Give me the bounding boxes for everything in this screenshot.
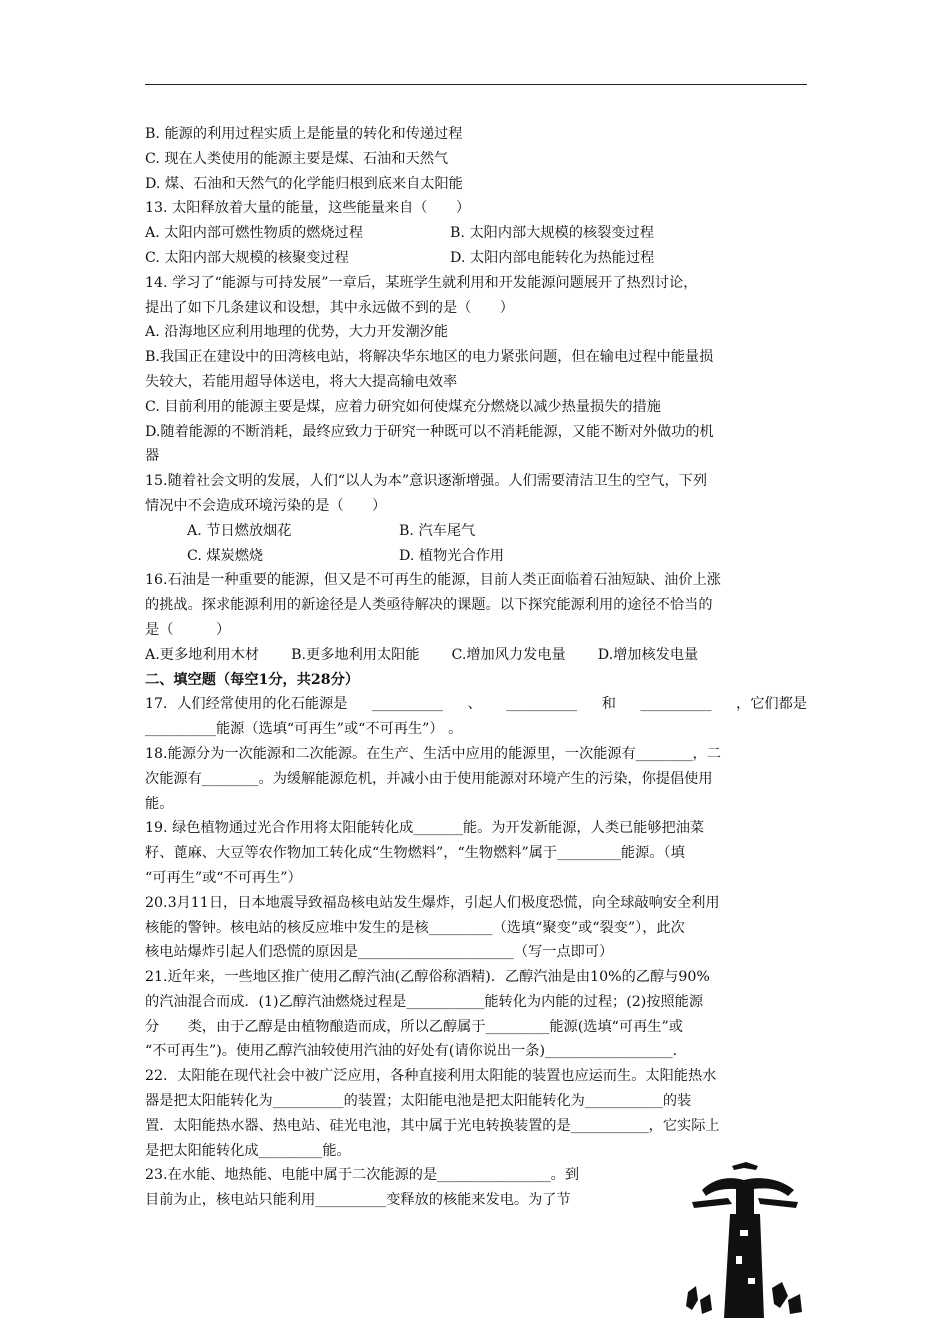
q17-part1: 17．人们经常使用的化石能源是 — [145, 696, 348, 713]
q14-option-d-line2: 器 — [145, 448, 160, 465]
q17-part2: 、 — [467, 696, 482, 713]
question-22-line3: 置．太阳能热水器、热电站、硅光电池，其中属于光电转换装置的是___________，它实际上 — [145, 1117, 720, 1134]
question-17-line2: __________能源（选填“可再生”或“不可再生”） 。 — [145, 721, 463, 738]
q17-blank-1: __________ — [372, 696, 443, 713]
question-16-line2: 的挑战。探求能源利用的新途径是人类亟待解决的课题。以下探究能源利用的途径不恰当的 — [145, 597, 713, 614]
q17-part3: 和 — [601, 696, 616, 713]
figure-top-shape — [732, 1162, 758, 1170]
question-18-line2: 次能源有________。为缓解能源危机，并减小由于使用能源对环境产生的污染，你提倡使用 — [145, 770, 713, 787]
q17-blank-2: __________ — [506, 696, 578, 713]
question-15-line1: 15.随着社会文明的发展，人们“以人为本”意识逐渐增强。人们需要清洁卫生的空气，下列 — [145, 473, 708, 490]
figure-tower — [724, 1214, 764, 1318]
question-16-line3: 是（ ） — [145, 621, 231, 638]
question-16-line1: 16.石油是一种重要的能源，但又是不可再生的能源，目前人类正面临着石油短缺、油价上涨 — [145, 572, 721, 589]
q14-option-a: A. 沿海地区应利用地理的优势，大力开发潮汐能 — [145, 324, 449, 341]
q17-part4: ，它们都是 — [736, 696, 807, 713]
q15-option-d: D. 植物光合作用 — [399, 547, 505, 564]
question-20-line2: 核能的警钟。核电站的核反应堆中发生的是核_________（选填“聚变”或“裂变”），此次 — [145, 919, 685, 936]
figure-neck — [736, 1182, 754, 1214]
question-21-line1: 21.近年来，一些地区推广使用乙醇汽油(乙醇俗称酒精)．乙醇汽油是由10%的乙醇与90% — [145, 969, 710, 986]
figure-wing-right — [758, 1198, 798, 1208]
question-22-line2: 器是把太阳能转化为__________的装置；太阳能电池是把太阳能转化为___________的装 — [145, 1093, 692, 1110]
question-19-line1: 19. 绿色植物通过光合作用将太阳能转化成_______能。为开发新能源，人类已能够把油菜 — [145, 820, 705, 837]
q15-option-b: B. 汽车尾气 — [399, 522, 476, 539]
q15-option-c: C. 煤炭燃烧 — [187, 547, 264, 564]
question-22-line4: 是把太阳能转化成_________能。 — [145, 1142, 351, 1159]
q16-option-d: D.增加核发电量 — [597, 646, 699, 663]
question-19-line2: 籽、蓖麻、大豆等农作物加工转化成“生物燃料”，“生物燃料”属于_________能源。（填 — [145, 845, 685, 862]
option-c: C. 现在人类使用的能源主要是煤、石油和天然气 — [145, 150, 449, 167]
q13-options-row1 — [145, 221, 807, 246]
question-19-line3: “可再生”或“不可再生”） — [145, 869, 302, 886]
q13-option-c: C. 太阳内部大规模的核聚变过程 — [145, 249, 349, 266]
q13-option-b: B. 太阳内部大规模的核裂变过程 — [450, 225, 654, 242]
q15-option-a: A. 节日燃放烟花 — [187, 522, 292, 539]
question-21-line3: 分 类，由于乙醇是由植物酿造而成，所以乙醇属于_________能源(选填“可再生”或 — [145, 1018, 683, 1035]
q13-option-d: D. 太阳内部电能转化为热能过程 — [450, 249, 655, 266]
question-23-line1: 23.在水能、地热能、电能中属于二次能源的是________________。到 — [145, 1167, 580, 1184]
q15-options-row2 — [145, 544, 807, 569]
q14-option-b-line2: 失较大，若能用超导体送电，将大大提高输电效率 — [145, 373, 458, 390]
question-20-line1: 20.3月11日，日本地震导致福岛核电站发生爆炸，引起人们极度恐慌，向全球敲响安全利用 — [145, 894, 720, 911]
question-14-line2: 提出了如下几条建议和设想，其中永远做不到的是（ ） — [145, 299, 514, 316]
q16-options — [145, 643, 807, 668]
figure-rubble-left — [686, 1286, 712, 1314]
question-18-line1: 18.能源分为一次能源和二次能源。在生产、生活中应用的能源里，一次能源有________，二 — [145, 745, 721, 762]
q14-option-b-line1: B.我国正在建设中的田湾核电站，将解决华东地区的电力紧张问题，但在输电过程中能量损 — [145, 349, 714, 366]
q13-options-row2 — [145, 246, 807, 271]
q15-options-row1 — [145, 519, 807, 544]
question-17-line1 — [145, 692, 807, 717]
q17-blank-3: __________ — [640, 696, 712, 713]
q16-option-a: A.更多地利用木材 — [145, 646, 260, 663]
q16-option-c: C.增加风力发电量 — [451, 646, 566, 663]
question-18-line3: 能。 — [145, 795, 174, 812]
q13-option-a: A. 太阳内部可燃性物质的燃烧过程 — [145, 225, 363, 242]
section-heading: 二、填空题（每空1分，共28分） — [145, 671, 360, 688]
question-20-line3: 核电站爆炸引起人们恐慌的原因是______________________（写一点即可） — [145, 944, 614, 961]
question-21-line4: “不可再生”)。使用乙醇汽油较使用汽油的好处有(请你说出一条)__________________. — [145, 1043, 678, 1060]
question-21-line2: 的汽油混合而成．(1)乙醇汽油燃烧过程是___________能转化为内能的过程；(2)按照能源 — [145, 993, 704, 1010]
figure-rubble-right — [772, 1282, 802, 1314]
question-15-line2: 情况中不会造成环境污染的是（ ） — [145, 497, 387, 514]
question-14-line1: 14. 学习了“能源与可持发展”一章后，某班学生就利用和开发能源问题展开了热烈讨论， — [145, 274, 698, 291]
q14-option-c: C. 目前利用的能源主要是煤，应着力研究如何使煤充分燃烧以减少热量损失的措施 — [145, 398, 661, 415]
cooling-tower-figure — [684, 1160, 806, 1318]
option-d: D. 煤、石油和天然气的化学能归根到底来自太阳能 — [145, 175, 463, 192]
option-b: B. 能源的利用过程实质上是能量的转化和传递过程 — [145, 126, 463, 142]
figure-wing-left — [692, 1198, 732, 1208]
header-rule — [145, 84, 807, 85]
question-23-line2: 目前为止，核电站只能利用__________变释放的核能来发电。为了节 — [145, 1192, 571, 1209]
q14-option-d-line1: D.随着能源的不断消耗，最终应致力于研究一种既可以不消耗能源，又能不断对外做功的机 — [145, 423, 714, 440]
question-22-line1: 22．太阳能在现代社会中被广泛应用，各种直接利用太阳能的装置也应运而生。太阳能热水 — [145, 1068, 717, 1085]
document-body — [145, 122, 807, 1213]
q16-option-b: B.更多地利用太阳能 — [291, 646, 420, 663]
question-13: 13. 太阳释放着大量的能量，这些能量来自（ ） — [145, 200, 471, 217]
